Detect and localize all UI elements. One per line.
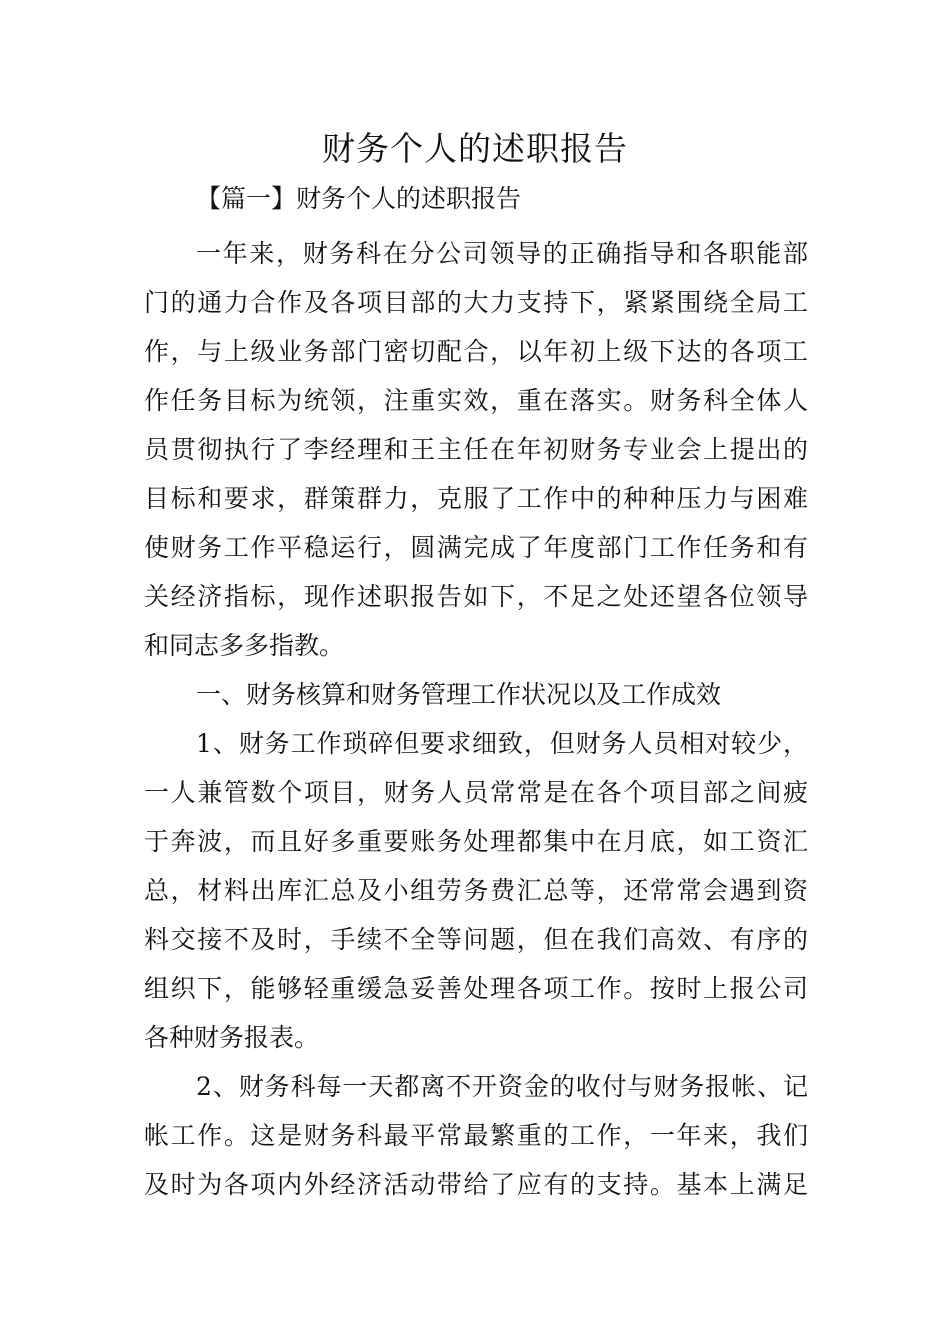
body-line: 各种财务报表。 [144,1023,320,1052]
body-line: 一人兼管数个项目，财务人员常常是在各个项目部之间疲 [144,778,808,807]
body-line: 及时为各项内外经济活动带给了应有的支持。基本上满足 [144,1170,808,1199]
document-body [144,229,808,1209]
body-line: 使财务工作平稳运行，圆满完成了年度部门工作任务和有 [144,533,808,562]
section-subtitle: 【篇一】财务个人的述职报告 [196,184,522,213]
body-line: 关经济指标，现作述职报告如下，不足之处还望各位领导 [144,582,808,611]
body-line: 帐工作。这是财务科最平常最繁重的工作，一年来，我们 [144,1121,808,1150]
body-line: 组织下，能够轻重缓急妥善处理各项工作。按时上报公司 [144,974,808,1003]
body-line: 目标和要求，群策群力，克服了工作中的种种压力与困难 [144,484,808,513]
body-line: 一、财务核算和财务管理工作状况以及工作成效 [196,680,722,709]
body-line: 作任务目标为统领，注重实效，重在落实。财务科全体人 [144,386,808,415]
body-line: 作，与上级业务部门密切配合，以年初上级下达的各项工 [144,337,808,366]
body-line: 料交接不及时，手续不全等问题，但在我们高效、有序的 [144,925,808,954]
body-line: 和同志多多指教。 [144,631,345,660]
body-line: 于奔波，而且好多重要账务处理都集中在月底，如工资汇 [144,827,808,856]
document-title: 财务个人的述职报告 [322,129,628,168]
body-line: 2、财务科每一天都离不开资金的收付与财务报帐、记 [196,1072,808,1101]
body-line: 1、财务工作琐碎但要求细致，但财务人员相对较少， [196,729,808,758]
body-line: 员贯彻执行了李经理和王主任在年初财务专业会上提出的 [144,435,808,464]
body-line: 总，材料出库汇总及小组劳务费汇总等，还常常会遇到资 [144,876,808,905]
body-line: 门的通力合作及各项目部的大力支持下，紧紧围绕全局工 [144,288,808,317]
body-line: 一年来，财务科在分公司领导的正确指导和各职能部 [196,239,808,268]
